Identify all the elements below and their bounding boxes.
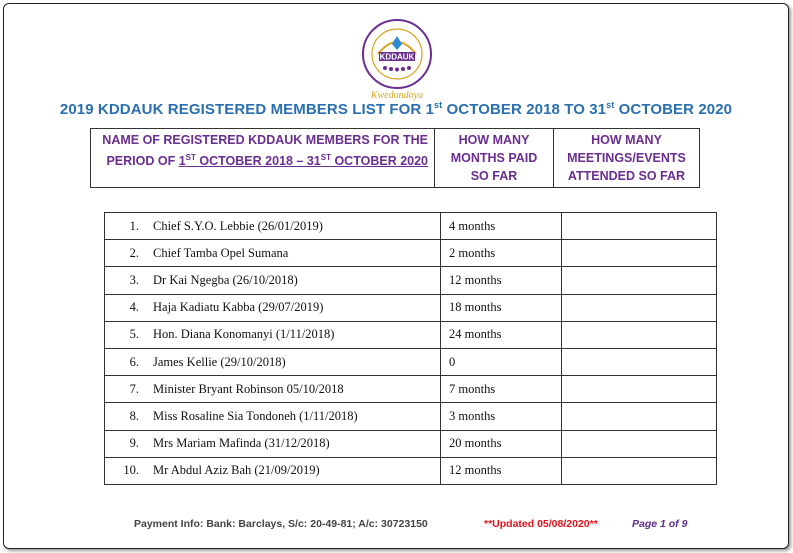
header-meetings-attended: HOW MANY MEETINGS/EVENTS ATTENDED SO FAR [554, 129, 700, 188]
member-name-cell [105, 376, 441, 403]
table-row [105, 457, 717, 484]
months-paid-cell: 20 months [441, 430, 562, 457]
row-number: 2. [129, 245, 139, 260]
table-row [105, 376, 717, 403]
column-header-table [90, 128, 700, 188]
row-number: 5. [129, 327, 139, 342]
months-paid-cell: 0 [441, 348, 562, 375]
events-attended-cell [562, 267, 717, 294]
months-paid-cell: 12 months [441, 267, 562, 294]
member-name-cell [105, 213, 441, 240]
member-name-cell [105, 294, 441, 321]
row-number: 6. [129, 354, 139, 369]
member-name: Haja Kadiatu Kabba (29/07/2019) [153, 300, 324, 315]
member-name: Mrs Mariam Mafinda (31/12/2018) [153, 436, 330, 451]
table-row [105, 240, 717, 267]
events-attended-cell [562, 240, 717, 267]
member-name-cell [105, 348, 441, 375]
member-name-cell [105, 457, 441, 484]
months-paid-cell: 4 months [441, 213, 562, 240]
member-name: Chief Tamba Opel Sumana [153, 245, 289, 260]
member-name: Miss Rosaline Sia Tondoneh (1/11/2018) [153, 408, 358, 423]
logo-motto: Kwedondoya [370, 90, 424, 101]
row-number: 3. [129, 272, 139, 287]
months-paid-cell: 18 months [441, 294, 562, 321]
logo-name: KDDAUK [379, 52, 415, 62]
events-attended-cell [562, 430, 717, 457]
months-paid-cell: 3 months [441, 403, 562, 430]
member-name: Hon. Diana Konomanyi (1/11/2018) [153, 327, 335, 342]
events-attended-cell [562, 213, 717, 240]
member-name-cell [105, 267, 441, 294]
events-attended-cell [562, 403, 717, 430]
row-number: 8. [129, 408, 139, 423]
member-name: Mr Abdul Aziz Bah (21/09/2019) [153, 463, 320, 478]
events-attended-cell [562, 457, 717, 484]
row-number: 10. [123, 463, 139, 478]
row-number: 1. [129, 218, 139, 233]
member-name-cell [105, 321, 441, 348]
months-paid-cell: 24 months [441, 321, 562, 348]
page-title: 2019 KDDAUK REGISTERED MEMBERS LIST FOR 1st OCTOBER 2018 TO 31st OCTOBER 2020 [59, 100, 733, 118]
kddauk-logo [352, 14, 442, 104]
member-name: Chief S.Y.O. Lebbie (26/01/2019) [153, 218, 323, 233]
table-row [105, 403, 717, 430]
document-page [3, 3, 789, 549]
events-attended-cell [562, 321, 717, 348]
months-paid-cell: 2 months [441, 240, 562, 267]
header-months-paid: HOW MANY MONTHS PAID SO FAR [435, 129, 554, 188]
member-name-cell [105, 403, 441, 430]
member-name-cell [105, 430, 441, 457]
member-name: Minister Bryant Robinson 05/10/2018 [153, 381, 344, 396]
table-row [105, 348, 717, 375]
header-member-name: NAME OF REGISTERED KDDAUK MEMBERS FOR THE PERIOD OF 1ST OCTOBER 2018 – 31ST OCTOBER 2020 [91, 129, 435, 188]
member-name-cell [105, 240, 441, 267]
events-attended-cell [562, 376, 717, 403]
row-number: 7. [129, 381, 139, 396]
months-paid-cell: 7 months [441, 376, 562, 403]
table-row [105, 267, 717, 294]
table-row [105, 294, 717, 321]
page-number: Page 1 of 9 [632, 518, 688, 530]
events-attended-cell [562, 348, 717, 375]
table-row [105, 321, 717, 348]
months-paid-cell: 12 months [441, 457, 562, 484]
row-number: 4. [129, 300, 139, 315]
members-table [104, 212, 717, 485]
table-row [105, 213, 717, 240]
events-attended-cell [562, 294, 717, 321]
updated-note: **Updated 05/08/2020** [484, 518, 598, 530]
row-number: 9. [129, 436, 139, 451]
table-row [105, 430, 717, 457]
payment-info: Payment Info: Bank: Barclays, S/c: 20-49-81; A/c: 30723150 [134, 518, 428, 530]
member-name: Dr Kai Ngegba (26/10/2018) [153, 272, 298, 287]
member-name: James Kellie (29/10/2018) [153, 354, 286, 369]
